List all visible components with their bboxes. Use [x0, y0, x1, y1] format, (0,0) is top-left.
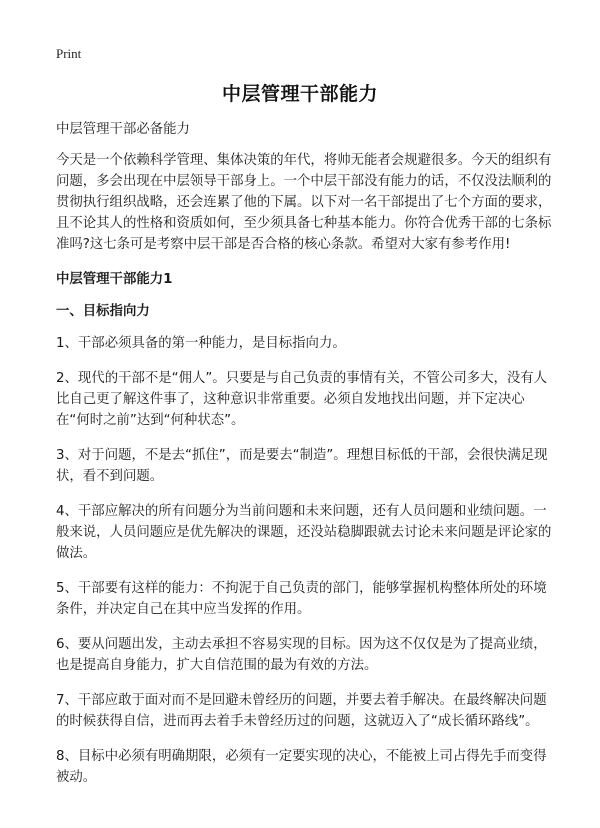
article-subtitle: 中层管理干部必备能力: [56, 122, 190, 137]
article-body: [56, 119, 552, 802]
list-item: 4、干部应解决的所有问题分为当前问题和未来问题，还有人员问题和业绩问题。一般来说，人员问题应是优先解决的课题，还没站稳脚跟就去讨论未来问题是评论家的做法。: [56, 504, 552, 561]
list-item: 7、干部应敢于面对而不是回避未曾经历的问题，并要去着手解决。在最终解决问题的时候获得自信，进而再去着手未曾经历过的问题，这就迈入了“成长循环路线”。: [56, 693, 547, 729]
page-title: 中层管理干部能力: [221, 83, 378, 105]
intro-paragraph: 今天是一个依赖科学管理、集体决策的年代，将帅无能者会规避很多。今天的组织有问题，多会出现在中层领导干部身上。一个中层干部没有能力的话，不仅没法顺利的贯彻执行组织战略，还会连累了他的下属。以下对一名干部提出了七个方面的要求，且不论其人的性格和资质如何，至少须具备七种基本能力。你符合优秀干部的七条标准吗?这七条可是考察中层干部是否合格的核心条款。希望对大家有参考作用!: [56, 153, 552, 252]
subsection-heading: 一、目标指向力: [56, 304, 150, 319]
list-item: 3、对于问题，不是去“抓住”，而是要去“制造”。理想目标低的干部，会很快满足现状，看不到问题。: [56, 448, 548, 484]
list-item: 2、现代的干部不是“佣人”。只要是与自己负责的事情有关，不管公司多大，没有人比自己更了解这件事了，这种意识非常重要。必须自发地找出问题，并下定决心在“何时之前”达到“何种状态”。: [56, 371, 548, 428]
list-item: 1、干部必须具备的第一种能力，是目标指向力。: [56, 336, 346, 351]
list-item: 8、目标中必须有明确期限，必须有一定要实现的决心，不能被上司占得先手而变得被动。: [56, 749, 547, 785]
list-item: 5、干部要有这样的能力：不拘泥于自己负责的部门，能够掌握机构整体所处的环境条件，并决定自己在其中应当发挥的作用。: [56, 581, 547, 617]
section-heading: 中层管理干部能力1: [56, 272, 173, 287]
print-link[interactable]: Print: [56, 46, 82, 61]
list-item: 6、要从问题出发，主动去承担不容易实现的目标。因为这不仅仅是为了提高业绩，也是提高自身能力，扩大自信范围的最为有效的方法。: [56, 637, 547, 673]
